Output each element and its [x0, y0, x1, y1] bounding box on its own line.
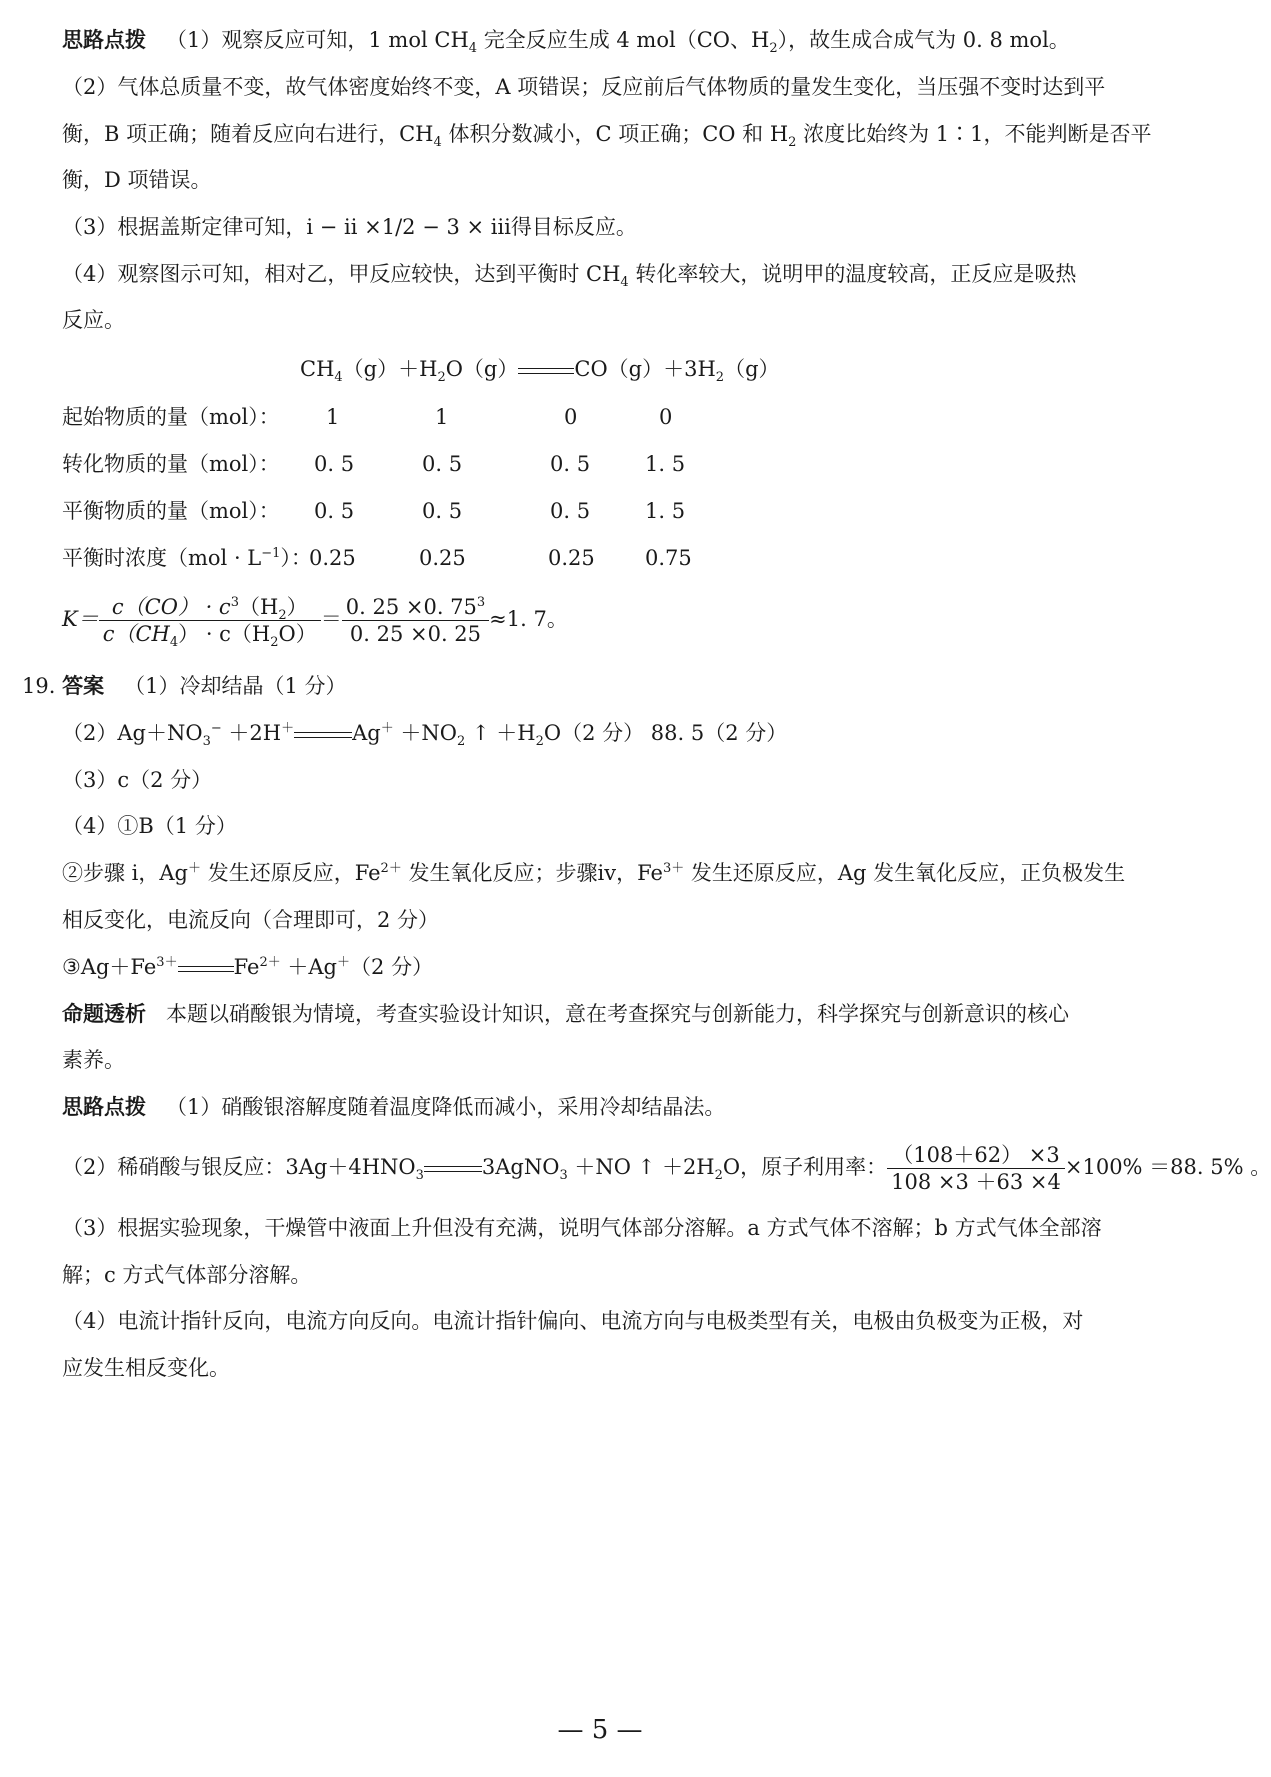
hint-paragraph-2-line-3: 衡，D 项错误。 — [62, 168, 212, 192]
intent-heading: 命题透析 — [62, 1002, 146, 1026]
hint-19-line-3: （3）根据实验现象，干燥管中液面上升但没有充满，说明气体部分溶解。a 方式气体不溶解；b 方式气体全部溶 — [62, 1216, 1102, 1240]
answer-line-6: 相反变化，电流反向（合理即可，2 分） — [62, 908, 440, 932]
answer-line-5: ②步骤 ⅰ，Ag＋ 发生还原反应，$Fe^{2+}$ 发生氧化反应；步骤ⅳ，$Fe^{3+}$ 发生还原反应，Ag 发生氧化反应，正负极发生 — [62, 861, 1126, 885]
equilibrium-arrow-icon — [518, 366, 574, 376]
hint-paragraph-2-line-1: （2）气体总质量不变，故气体密度始终不变，A 项错误；反应前后气体物质的量发生变化，当压强不变时达到平 — [62, 75, 1106, 99]
hint-paragraph-3: （3）根据盖斯定律可知，ⅰ − ⅱ ×1/2 − 3 × ⅲ得目标反应。 — [62, 215, 637, 239]
equals-arrow-icon — [424, 1164, 482, 1174]
fraction: $\frac{0. 25 \times 0. 75^3}{0. 25 \times 0. 25}$ — [342, 594, 489, 647]
document-page: 思路点拨 （1）观察反应可知，1 mol $CH_4$ 完全反应生成 4 mol（CO、$H_2$），故生成合成气为 0. 8 mol。 （2）气体总质量不变，故气体密度始终不变，A 项错误；反应前后气体物质的量发生变化，当压强不变时达到平 衡，B 项正确；随着反应向右进行，$CH_4$ 体积分数减小，C 项正确；CO 和 $H_2$ 浓度比始终为 1∶1，不能判断是否平 衡，D 项错误。 （3）根据盖斯定律可知，ⅰ − ⅱ ×1/2 − 3 × ⅲ得目标反应。 （4）观察图示可知，相对乙，甲反应较快，达到平衡时 $CH_4$ 转化率较大，说明甲的温度较高，正反应是吸热 反应。 $CH_4(g)+H_2O(g)$ $CO(g)+3H_2(g)$ 起始物质的量（mol）： 1 1 0 0 转化物质的量（mol）： 0. 5 0. 5 0. 5 1. 5 平衡物质的量（mol）： 0. 5 0. 5 0. 5 1. 5 平衡时浓度$(mol \cdot L^{-1})$： 0.25 0.25 0.25 0.75 K＝ $\frac{c(CO) \cdot c^3(H_2)}{c(CH_4) \cdot c(H_2O)}$ ＝ $\frac{0. 25 \times 0. 75^3}{0. 25 \times 0. 25}$ ≈1. 7。 19. 答案 （1）冷却结晶（1 分） $(2)Ag+NO_3^- +2H^+$ $Ag^+ +NO_2$ ↑ $+H_2O(2$ 分） 88. 5（2 分） （3）c（2 分） （4）①B（1 分） ②步骤 ⅰ，Ag＋ 发生还原反应，$Fe^{2+}$ 发生氧化反应；步骤ⅳ，$Fe^{3+}$ 发生还原反应，Ag 发生氧化反应，正负极发生 相反变化，电流反向（合理即可，2 分） $③Ag+Fe^{3+}$ $Fe^{2+} +Ag^+(2$ 分） 命题透析 本题以硝酸银为情境，考查实验设计知识，意在考查探究与创新能力，科学探究与创新意识的核心 素养。 思路点拨 （1）硝酸银溶解度随着温度降低而减小，采用冷却结晶法。 （2）稀硝酸与银反应：$3Ag+4HNO_3$ 3AgNO$_3$ ＋NO ↑ $+2H_2O$，原子利用率： $\frac{(108+62) \times 3}{108 \times 3 +63 \times 4}$ ×100% ＝88. 5% 。 （3）根据实验现象，干燥管中液面上升但没有充满，说明气体部分溶解。a 方式气体不溶解；b 方式气体全部溶 解；c 方式气体部分溶解。 （4）电流计指针反向，电流方向反向。电流计指针偏向、电流方向与电极类型有关，电极由负极变为正极，对 应发生相反变化。 — 5 — — [0, 0, 1200, 1777]
reaction-equation: $CH_4(g)+H_2O(g)$ $CO(g)+3H_2(g)$ — [300, 357, 780, 386]
hint-19-line-2: （2）稀硝酸与银反应：$3Ag+4HNO_3$ 3AgNO$_3$ ＋NO ↑ $+2H_2O$，原子利用率： $\frac{(108+62) \times 3}{108 \times 3 +63 \times 4}$ ×100% ＝88. 5% 。 — [62, 1143, 1271, 1194]
equilibrium-constant-expression: K＝ $\frac{c(CO) \cdot c^3(H_2)}{c(CH_4) \cdot c(H_2O)}$ ＝ $\frac{0. 25 \times 0. 75^3}{0. 25 \times 0. 25}$ ≈1. 7。 — [62, 595, 568, 651]
equals-arrow-icon — [294, 730, 352, 740]
hint-paragraph-4-line-1: （4）观察图示可知，相对乙，甲反应较快，达到平衡时 $CH_4$ 转化率较大，说明甲的温度较高，正反应是吸热 — [62, 262, 1077, 291]
hint-heading: 思路点拨 — [62, 1095, 146, 1119]
equilibrium-arrow-icon — [178, 964, 234, 974]
hint-19-line-4: 解；c 方式气体部分溶解。 — [62, 1263, 312, 1287]
hint-19-line-1: 思路点拨 （1）硝酸银溶解度随着温度降低而减小，采用冷却结晶法。 — [62, 1095, 726, 1119]
answer-line-2: $(2)Ag+NO_3^- +2H^+$ $Ag^+ +NO_2$ ↑ $+H_2O(2$ 分） 88. 5（2 分） — [62, 721, 788, 750]
hint-line-1: 思路点拨 （1）观察反应可知，1 mol $CH_4$ 完全反应生成 4 mol（CO、$H_2$），故生成合成气为 0. 8 mol。 — [62, 28, 1070, 57]
answer-line-3: （3）c（2 分） — [62, 768, 213, 792]
intent-line-2: 素养。 — [62, 1048, 125, 1072]
hint-heading: 思路点拨 — [62, 28, 146, 52]
question-number: 19. — [22, 674, 56, 698]
fraction: $\frac{(108+62) \times 3}{108 \times 3 +63 \times 4}$ — [887, 1142, 1065, 1195]
hint-paragraph-2-line-2: 衡，B 项正确；随着反应向右进行，$CH_4$ 体积分数减小，C 项正确；CO 和 $H_2$ 浓度比始终为 1∶1，不能判断是否平 — [62, 122, 1152, 151]
answer-line-7: $③Ag+Fe^{3+}$ $Fe^{2+} +Ag^+(2$ 分） — [62, 955, 434, 979]
answer-line-4: （4）①B（1 分） — [62, 814, 237, 838]
answer-line-1: 19. 答案 （1）冷却结晶（1 分） — [22, 674, 347, 698]
intent-line-1: 命题透析 本题以硝酸银为情境，考查实验设计知识，意在考查探究与创新能力，科学探究与创新意识的核心 — [62, 1002, 1070, 1026]
page-number: — 5 — — [557, 1715, 643, 1745]
hint-19-line-5: （4）电流计指针反向，电流方向反向。电流计指针偏向、电流方向与电极类型有关，电极由负极变为正极，对 — [62, 1309, 1084, 1333]
fraction: $\frac{c(CO) \cdot c^3(H_2)}{c(CH_4) \cdot c(H_2O)}$ — [99, 594, 321, 647]
hint-19-line-6: 应发生相反变化。 — [62, 1356, 230, 1380]
answer-heading: 答案 — [62, 674, 105, 698]
hint-paragraph-4-line-2: 反应。 — [62, 308, 125, 332]
